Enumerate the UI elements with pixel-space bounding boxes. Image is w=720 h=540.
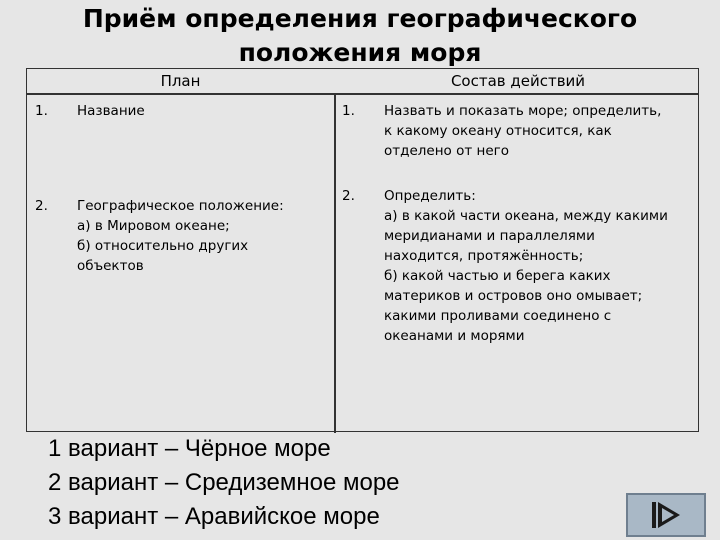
- plan-cell-1: [77, 101, 327, 121]
- page-title: [60, 2, 660, 70]
- plan-line: Географическое положение:: [77, 198, 284, 214]
- header-actions: Состав действий: [450, 72, 586, 90]
- action-number-2: 2.: [342, 188, 355, 204]
- action-line: к какому океану относится, как: [384, 123, 612, 139]
- header-plan: План: [160, 72, 201, 90]
- action-cell-2: [384, 186, 696, 346]
- end-button[interactable]: [626, 493, 706, 537]
- action-number-1: 1.: [342, 103, 355, 119]
- title-line-2: положения моря: [238, 38, 482, 67]
- header-divider: [27, 93, 698, 95]
- title-line-1: Приём определения географического: [82, 4, 638, 33]
- plan-number-1: 1.: [35, 103, 48, 119]
- plan-line: а) в Мировом океане;: [77, 218, 230, 234]
- action-line: Определить:: [384, 188, 476, 204]
- action-line: а) в какой части океана, между какими: [384, 208, 668, 224]
- plan-line: б) относительно других: [77, 238, 249, 254]
- plan-cell-2: [77, 196, 327, 276]
- action-line: какими проливами соединено с: [384, 308, 612, 324]
- plan-table: [26, 68, 699, 432]
- plan-line: Название: [77, 103, 145, 119]
- variants-list: [48, 432, 400, 534]
- action-line: отделено от него: [384, 143, 509, 159]
- plan-line: объектов: [77, 258, 144, 274]
- variant-item: 2 вариант – Средиземное море: [48, 469, 400, 496]
- action-cell-1: [384, 101, 696, 161]
- variant-item: 3 вариант – Аравийское море: [48, 503, 380, 530]
- action-line: меридианами и параллелями: [384, 228, 595, 244]
- action-line: находится, протяжённость;: [384, 248, 584, 264]
- action-line: материков и островов оно омывает;: [384, 288, 643, 304]
- action-line: Назвать и показать море; определить,: [384, 103, 662, 119]
- plan-number-2: 2.: [35, 198, 48, 214]
- end-icon: [646, 499, 686, 531]
- variant-item: 1 вариант – Чёрное море: [48, 435, 331, 462]
- action-line: б) какой частью и берега каких: [384, 268, 611, 284]
- action-line: океанами и морями: [384, 328, 525, 344]
- column-divider: [334, 93, 336, 433]
